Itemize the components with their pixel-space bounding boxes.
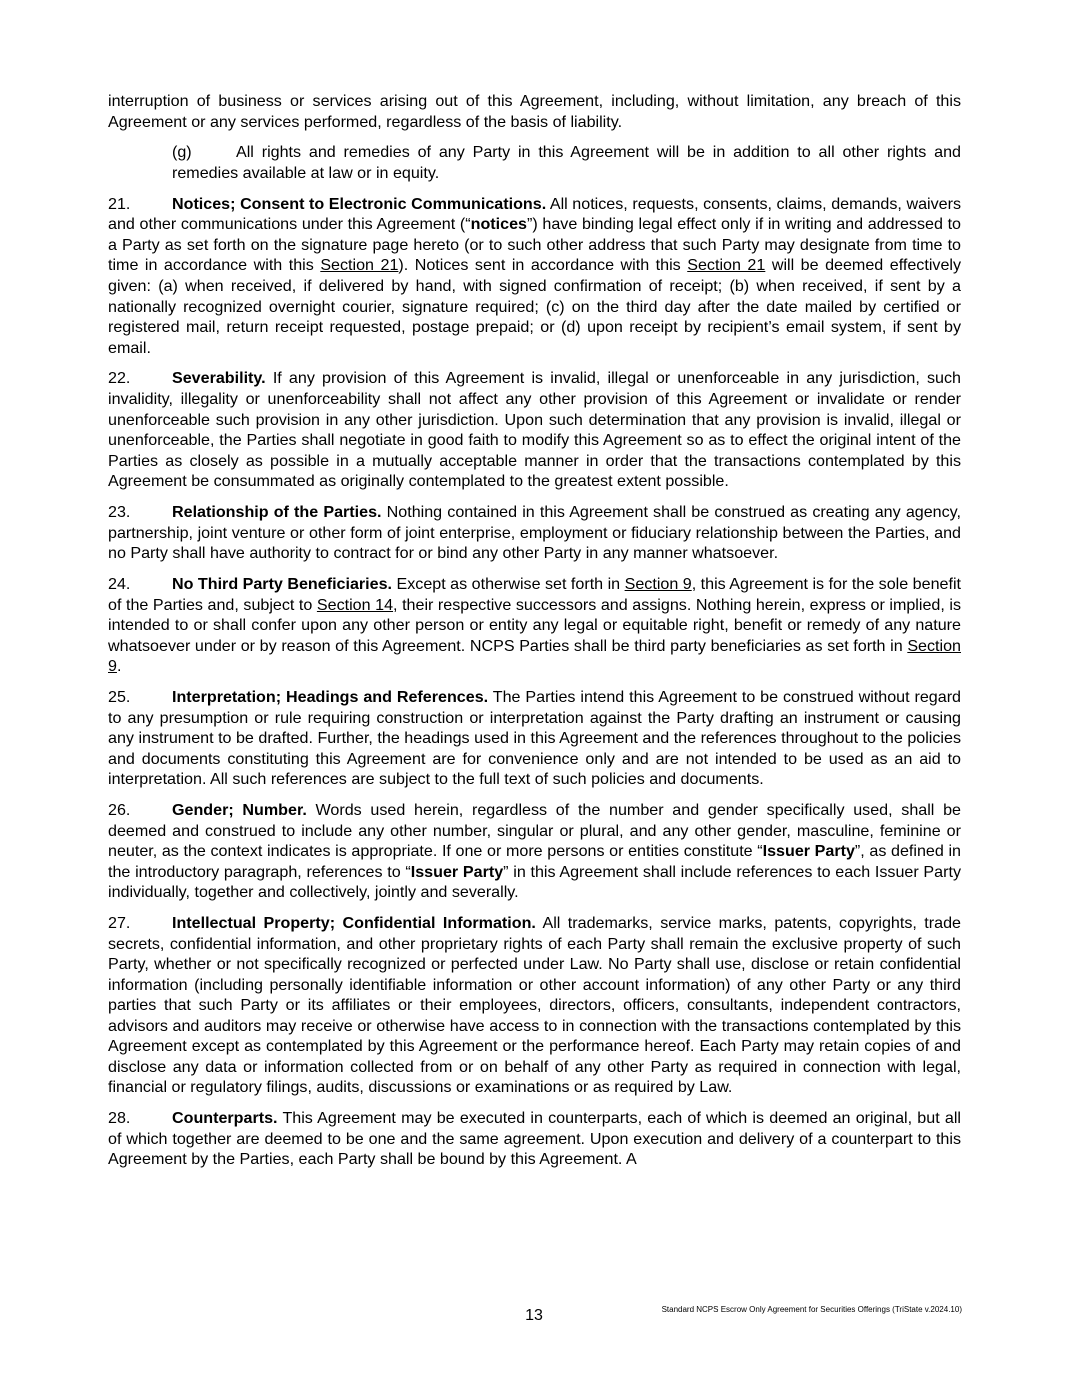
section-reference: Section 9 <box>108 636 961 676</box>
section-text: Except as otherwise set forth in <box>392 574 625 593</box>
section-number: 23. <box>108 503 131 522</box>
section-heading: Intellectual Property; Confidential Information. <box>172 914 536 933</box>
defined-term: notices <box>470 215 527 234</box>
section-number: 26. <box>108 801 131 820</box>
defined-term: Issuer Party <box>762 842 855 861</box>
section-heading: Relationship of the Parties. <box>172 503 382 522</box>
document-identifier: Standard NCPS Escrow Only Agreement for Securities Offerings (TriState v.2024.10) <box>661 1305 962 1314</box>
section-heading: Gender; Number. <box>172 801 307 820</box>
section-25 <box>108 687 961 790</box>
paragraph-continuation <box>108 91 961 132</box>
subsection-label: (g) <box>172 143 192 162</box>
section-27 <box>108 913 961 1098</box>
section-21 <box>108 194 961 358</box>
section-26 <box>108 800 961 903</box>
page-number: 13 <box>525 1307 543 1324</box>
section-heading: Notices; Consent to Electronic Communications. <box>172 194 547 213</box>
section-text: ” in this Agreement shall include references to each Issuer Party individually, together and collectively, jointly and severally. <box>108 862 961 902</box>
section-text: All trademarks, service marks, patents, copyrights, trade secrets, confidential information, and other proprietary rights of each Party shall remain the exclusive property of such Party, whether or not specifically recognized or perfected under Law. No Party shall use, disclose or retain confidential information (including personally identifiable information or other account information) of any other Party or any third parties that such Party or its affiliates or their employees, directors, officers, consultants, independent contractors, advisors and auditors may receive or otherwise have access to in connection with the transactions contemplated by this Agreement except as contemplated by this Agreement or the performance hereof. Each Party may retain copies of and disclose any data or information collected from or on behalf of any other Party as required in connection with legal, financial or regulatory filings, audits, discussions or examinations or as required by Law. <box>108 914 961 1097</box>
section-text: Words used herein, regardless of the number and gender specifically used, shall be deemed and construed to include any other number, singular or plural, and any other gender, masculine, feminine or neuter, as the context indicates is appropriate. If one or more persons or entities constitute “ <box>108 801 961 861</box>
section-text: If any provision of this Agreement is invalid, illegal or unenforceable in any jurisdiction, such invalidity, illegality or unenforceability shall not affect any other provision of this Agreement or invalidate or render unenforceable such provision in any other jurisdiction. Upon such determination that any provision is invalid, illegal or unenforceable, the Parties shall negotiate in good faith to modify this Agreement so as to effect the original intent of the Parties as closely as possible in a mutually acceptable manner in order that the transactions contemplated by this Agreement be consummated as originally contemplated to the greatest extent possible. <box>108 369 961 491</box>
section-text: The Parties intend this Agreement to be construed without regard to any presumption or rule requiring construction or interpretation against the Party drafting an instrument or causing any instrument to be drafted. Further, the headings used in this Agreement and the references throughout to the policies and documents constituting this Agreement are for convenience only and are not intended to be used as an aid to interpretation. All such references are subject to the full text of such policies and documents. <box>108 688 961 789</box>
subsection-text: All rights and remedies of any Party in this Agreement will be in addition to all other rights and remedies available at law or in equity. <box>172 143 961 182</box>
section-23 <box>108 502 961 564</box>
section-text: ”, as defined in the introductory paragraph, references to “ <box>108 842 961 881</box>
section-text: ”) have binding legal effect only if in writing and addressed to a Party as set forth on the signature page hereto (or to such other address that such Party may designate from time to time in accordance with this <box>108 215 962 275</box>
document-body <box>108 91 961 1180</box>
paragraph-text: interruption of business or services arising out of this Agreement, including, without limitation, any breach of this Agreement or any services performed, regardless of the basis of liability. <box>108 92 961 131</box>
section-reference: Section 21 <box>320 256 399 275</box>
section-text: , their respective successors and assigns. Nothing herein, express or implied, is intended to or shall confer upon any other person or entity any legal or equitable right, benefit or remedy of any nature whatsoever under or by reason of this Agreement. NCPS Parties shall be third party beneficiaries as set forth in <box>108 595 961 655</box>
section-number: 22. <box>108 369 131 388</box>
section-number: 25. <box>108 688 131 706</box>
section-heading: No Third Party Beneficiaries. <box>172 574 393 593</box>
section-text: , this Agreement is for the sole benefit of the Parties and, subject to <box>108 574 961 614</box>
section-heading: Severability. <box>172 369 266 388</box>
section-reference: Section 9 <box>624 574 692 593</box>
section-text: will be deemed effectively given: (a) when received, if delivered by hand, with signed confirmation of receipt; (b) when received, if sent by a nationally recognized overnight courier, signature required; (c) on the third day after the date mailed by certified or registered mail, return receipt requested, postage prepaid; or (d) upon receipt by recipient’s email system, if sent by email. <box>108 256 962 357</box>
section-number: 24. <box>108 574 131 593</box>
section-text: All notices, requests, consents, claims, demands, waivers and other communications under this Agreement (“ <box>108 194 961 234</box>
section-text: Nothing contained in this Agreement shall be construed as creating any agency, partnership, joint venture or other form of joint enterprise, employment or fiduciary relationship between the Parties, and no Party shall have authority to contract for or bind any other Party in any manner whatsoever. <box>108 503 961 563</box>
section-reference: Section 21 <box>687 256 766 275</box>
section-28 <box>108 1108 961 1170</box>
section-number: 28. <box>108 1109 131 1128</box>
section-text: ). Notices sent in accordance with this <box>398 256 688 275</box>
section-22 <box>108 368 961 491</box>
section-text: . <box>116 657 122 676</box>
section-heading: Interpretation; Headings and References. <box>172 688 489 706</box>
section-text: This Agreement may be executed in counterparts, each of which is deemed an original, but all of which together are deemed to be one and the same agreement. Upon execution and delivery of a counterpart to this Agreement by the Parties, each Party shall be bound by this Agreement. A <box>108 1109 961 1169</box>
section-reference: Section 14 <box>316 595 394 614</box>
defined-term: Issuer Party <box>410 862 504 881</box>
section-number: 21. <box>108 194 131 213</box>
section-24 <box>108 574 961 677</box>
subsection-g <box>108 142 961 183</box>
section-heading: Counterparts. <box>172 1109 278 1128</box>
section-number: 27. <box>108 914 131 933</box>
